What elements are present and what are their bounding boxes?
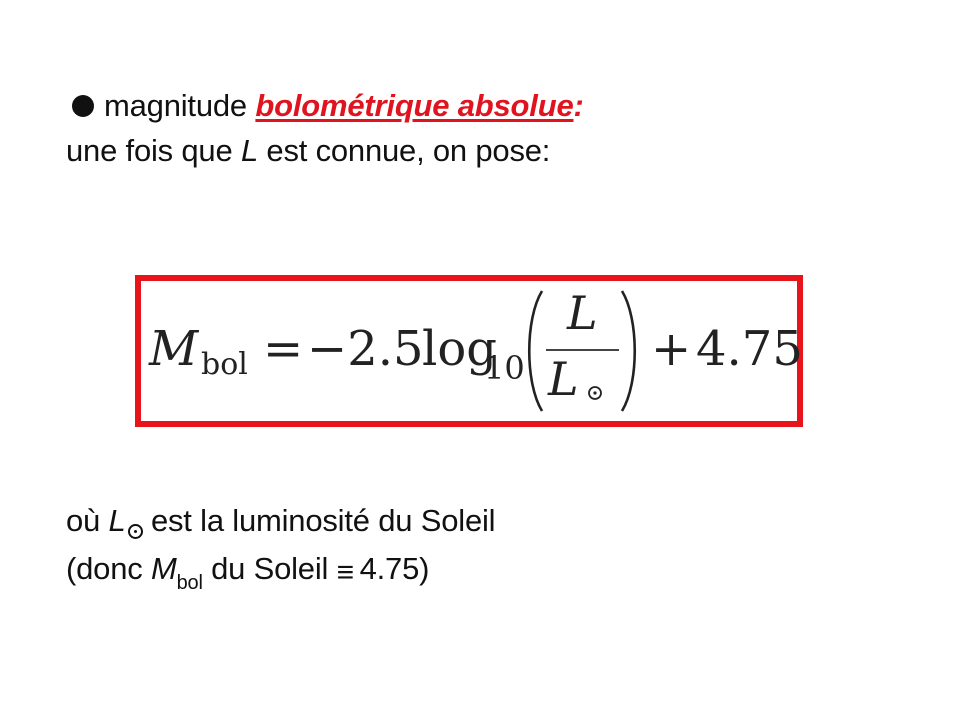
formula-plus: + [651,321,692,377]
note-sub: bol [176,572,203,594]
definition-var: L [108,503,126,538]
definition-post: est la luminosité du Soleil [142,503,496,538]
equiv-symbol: ≡ [336,556,352,589]
fraction-denominator: L [548,352,579,406]
definition-pre: où [66,503,109,538]
heading-line [72,87,584,125]
formula-const: 4.75 [696,321,803,377]
left-paren-icon [523,289,545,413]
note-pre: (donc [66,551,151,586]
highlight-term: bolométrique absolue [255,88,574,123]
intro-pre: une fois que [66,133,241,168]
formula-coef: −2.5 [307,321,424,377]
right-paren-icon [619,289,641,413]
note-mid: du Soleil [202,551,337,586]
heading-colon: : [573,88,584,123]
formula-box [135,275,803,427]
note-line [66,550,429,602]
formula-lhs-var: M [149,321,199,377]
formula-equals: = [263,321,304,377]
intro-post: est connue, on pose: [257,133,551,168]
formula-lhs-sub: bol [201,347,248,382]
note-var: M [150,551,177,586]
formula-log-base: 10 [484,349,525,387]
sun-symbol-icon [587,385,603,401]
intro-line [66,132,550,170]
sun-symbol-icon [128,524,143,539]
note-post: 4.75) [351,551,430,586]
formula [141,281,803,421]
fraction-bar [546,349,619,351]
heading-text: magnitude [104,88,256,123]
intro-var: L [240,133,258,168]
fraction-numerator: L [567,286,598,340]
formula-log: log [422,321,497,377]
bullet-icon [72,95,94,117]
definition-line [66,502,495,540]
